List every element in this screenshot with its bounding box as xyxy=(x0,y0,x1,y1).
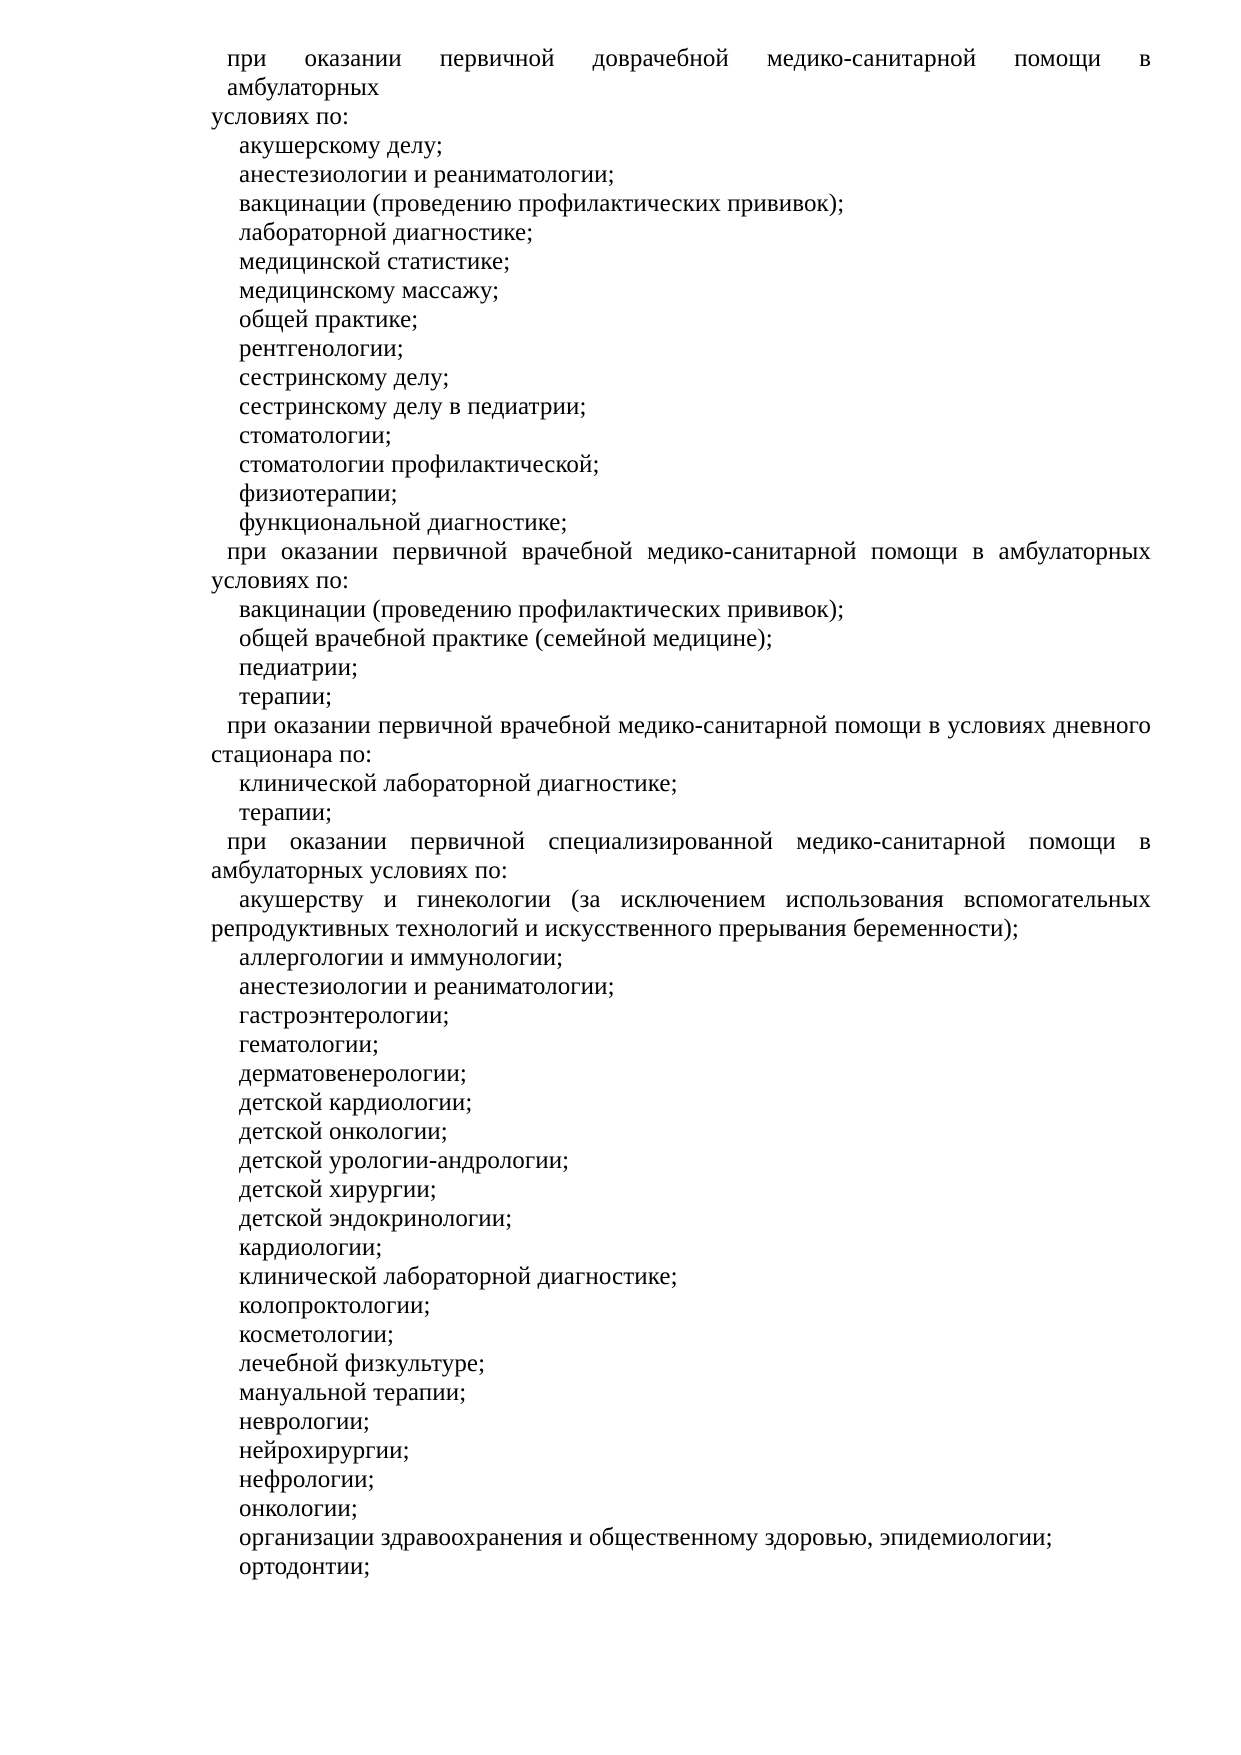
text-line: при оказании первичной доврачебной медико-санитарной помощи в амбулаторных xyxy=(227,45,1164,101)
text-line: при оказании первичной врачебной медико-санитарной помощи в условиях дневного xyxy=(227,712,1151,739)
text-line: косметологии; xyxy=(239,1321,395,1348)
text-line: общей практике; xyxy=(239,306,419,333)
text-line: педиатрии; xyxy=(239,654,359,681)
text-line: лабораторной диагностике; xyxy=(239,219,534,246)
text-line: нефрологии; xyxy=(239,1466,375,1493)
text-line: рентгенологии; xyxy=(239,335,404,362)
text-line: терапии; xyxy=(239,799,333,826)
text-line: медицинской статистике; xyxy=(239,248,511,275)
text-line: вакцинации (проведению профилактических прививок); xyxy=(239,596,845,623)
text-line: физиотерапии; xyxy=(239,480,398,507)
text-line: гематологии; xyxy=(239,1031,380,1058)
text-line: амбулаторных условиях по: xyxy=(211,857,508,884)
text-line: стоматологии; xyxy=(239,422,392,449)
text-line: стационара по: xyxy=(211,741,373,768)
text-line: сестринскому делу в педиатрии; xyxy=(239,393,587,420)
text-line: колопроктологии; xyxy=(239,1292,431,1319)
text-line: сестринскому делу; xyxy=(239,364,450,391)
text-line: клинической лабораторной диагностике; xyxy=(239,770,678,797)
text-block xyxy=(211,44,1164,1581)
text-line: онкологии; xyxy=(239,1495,358,1522)
text-line: при оказании первичной врачебной медико-санитарной помощи в амбулаторных xyxy=(227,538,1151,565)
text-line: неврологии; xyxy=(239,1408,370,1435)
text-line: организации здравоохранения и общественному здоровью, эпидемиологии; xyxy=(239,1524,1053,1551)
text-line: кардиологии; xyxy=(239,1234,383,1261)
text-line: терапии; xyxy=(239,683,333,710)
text-line: гастроэнтерологии; xyxy=(239,1002,450,1029)
text-line: ортодонтии; xyxy=(239,1553,371,1580)
text-line: стоматологии профилактической; xyxy=(239,451,600,478)
text-line: медицинскому массажу; xyxy=(239,277,500,304)
text-line: дерматовенерологии; xyxy=(239,1060,467,1087)
text-line: детской онкологии; xyxy=(239,1118,448,1145)
text-line: условиях по: xyxy=(211,567,350,594)
text-line: нейрохирургии; xyxy=(239,1437,410,1464)
text-line: анестезиологии и реаниматологии; xyxy=(239,973,615,1000)
text-line: условиях по: xyxy=(211,103,350,130)
text-line: детской урологии-андрологии; xyxy=(239,1147,570,1174)
text-line: общей врачебной практике (семейной медицине); xyxy=(239,625,773,652)
text-line: мануальной терапии; xyxy=(239,1379,467,1406)
text-line: детской кардиологии; xyxy=(239,1089,473,1116)
text-line: клинической лабораторной диагностике; xyxy=(239,1263,678,1290)
text-line: репродуктивных технологий и искусственного прерывания беременности); xyxy=(211,915,1019,942)
text-line: анестезиологии и реаниматологии; xyxy=(239,161,615,188)
text-line: лечебной физкультуре; xyxy=(239,1350,486,1377)
text-line: при оказании первичной специализированной медико-санитарной помощи в xyxy=(227,828,1151,855)
text-line: функциональной диагностике; xyxy=(239,509,568,536)
text-line: акушерству и гинекологии (за исключением использования вспомогательных xyxy=(239,886,1151,913)
text-line: аллергологии и иммунологии; xyxy=(239,944,564,971)
text-line: детской эндокринологии; xyxy=(239,1205,513,1232)
text-line: акушерскому делу; xyxy=(239,132,443,159)
text-line: детской хирургии; xyxy=(239,1176,437,1203)
text-line: вакцинации (проведению профилактических прививок); xyxy=(239,190,845,217)
